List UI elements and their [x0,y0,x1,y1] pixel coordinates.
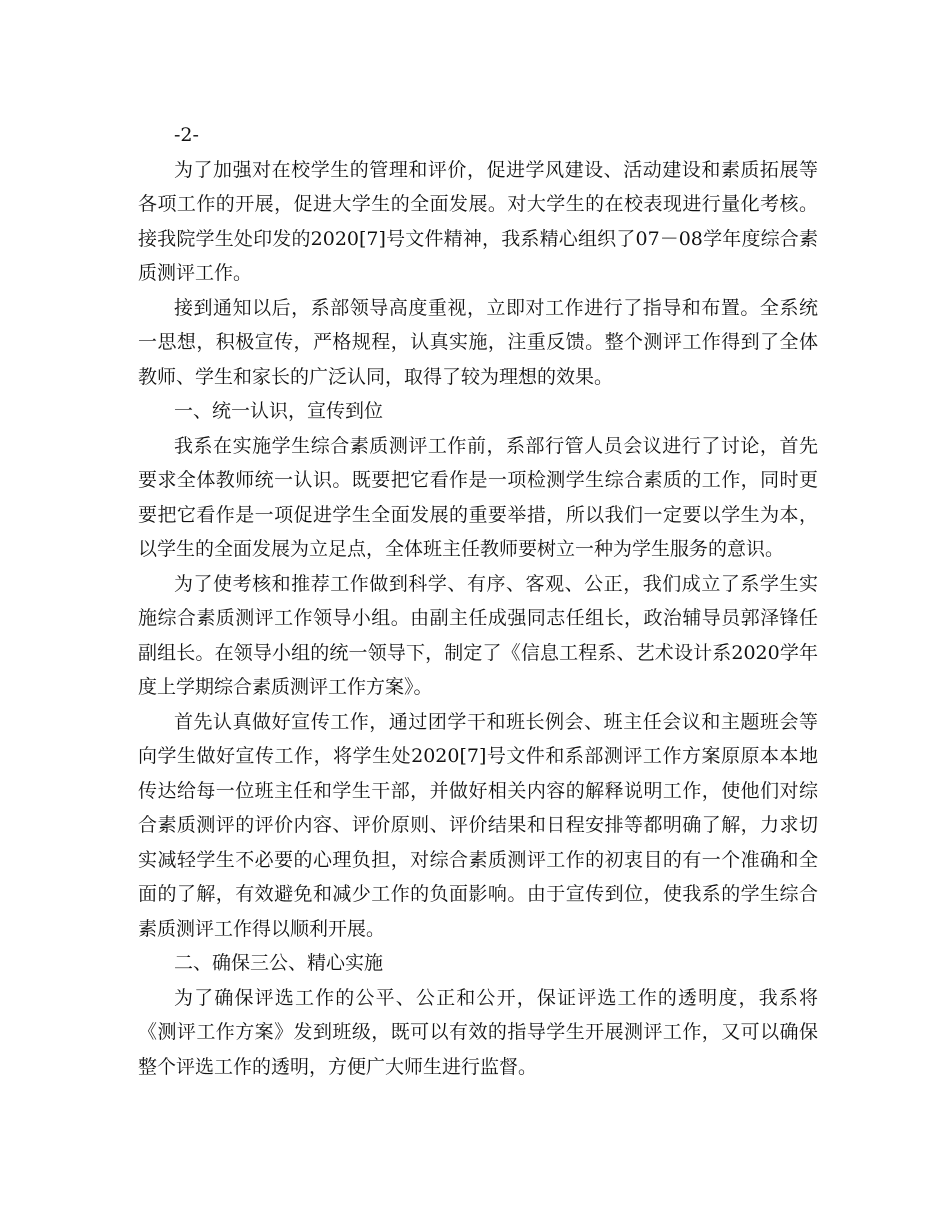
document-body [138,118,818,1084]
paragraph-publicity: 首先认真做好宣传工作，通过团学干和班长例会、班主任会议和主题班会等向学生做好宣传工作，将学生处2020[7]号文件和系部测评工作方案原原本本地传达给每一位班主任和学生干部，并做好相关内容的解释说明工作，使他们对综合素质测评的评价内容、评价原则、评价结果和日程安排等都明确了解，力求切实减轻学生不必要的心理负担，对综合素质测评工作的初衷目的有一个准确和全面的了解，有效避免和减少工作的负面影响。由于宣传到位，使我系的学生综合素质测评工作得以顺利开展。 [138,710,818,940]
paragraph-transparency: 为了确保评选工作的公平、公正和公开，保证评选工作的透明度，我系将《测评工作方案》发到班级，既可以有效的指导学生开展测评工作，又可以确保整个评选工作的透明，方便广大师生进行监督。 [138,986,818,1078]
paragraph-leadership: 为了使考核和推荐工作做到科学、有序、客观、公正，我们成立了系学生实施综合素质测评工作领导小组。由副主任成强同志任组长，政治辅导员郭泽锋任副组长。在领导小组的统一领导下，制定了《信息工程系、艺术设计系2020学年度上学期综合素质测评工作方案》。 [138,572,818,698]
paragraph-notice: 接到通知以后，系部领导高度重视，立即对工作进行了指导和布置。全系统一思想，积极宣传，严格规程，认真实施，注重反馈。整个测评工作得到了全体教师、学生和家长的广泛认同，取得了较为理想的效果。 [138,296,818,388]
page-number: -2- [174,124,199,146]
section-heading-2: 二、确保三公、精心实施 [174,952,384,974]
section-heading-1: 一、统一认识，宣传到位 [174,400,384,422]
paragraph-intro: 为了加强对在校学生的管理和评价，促进学风建设、活动建设和素质拓展等各项工作的开展，促进大学生的全面发展。对大学生的在校表现进行量化考核。接我院学生处印发的2020[7]号文件精神，我系精心组织了07－08学年度综合素质测评工作。 [138,158,818,284]
paragraph-unify: 我系在实施学生综合素质测评工作前，系部行管人员会议进行了讨论，首先要求全体教师统一认识。既要把它看作是一项检测学生综合素质的工作，同时更要把它看作是一项促进学生全面发展的重要举措，所以我们一定要以学生为本，以学生的全面发展为立足点，全体班主任教师要树立一种为学生服务的意识。 [138,434,818,560]
